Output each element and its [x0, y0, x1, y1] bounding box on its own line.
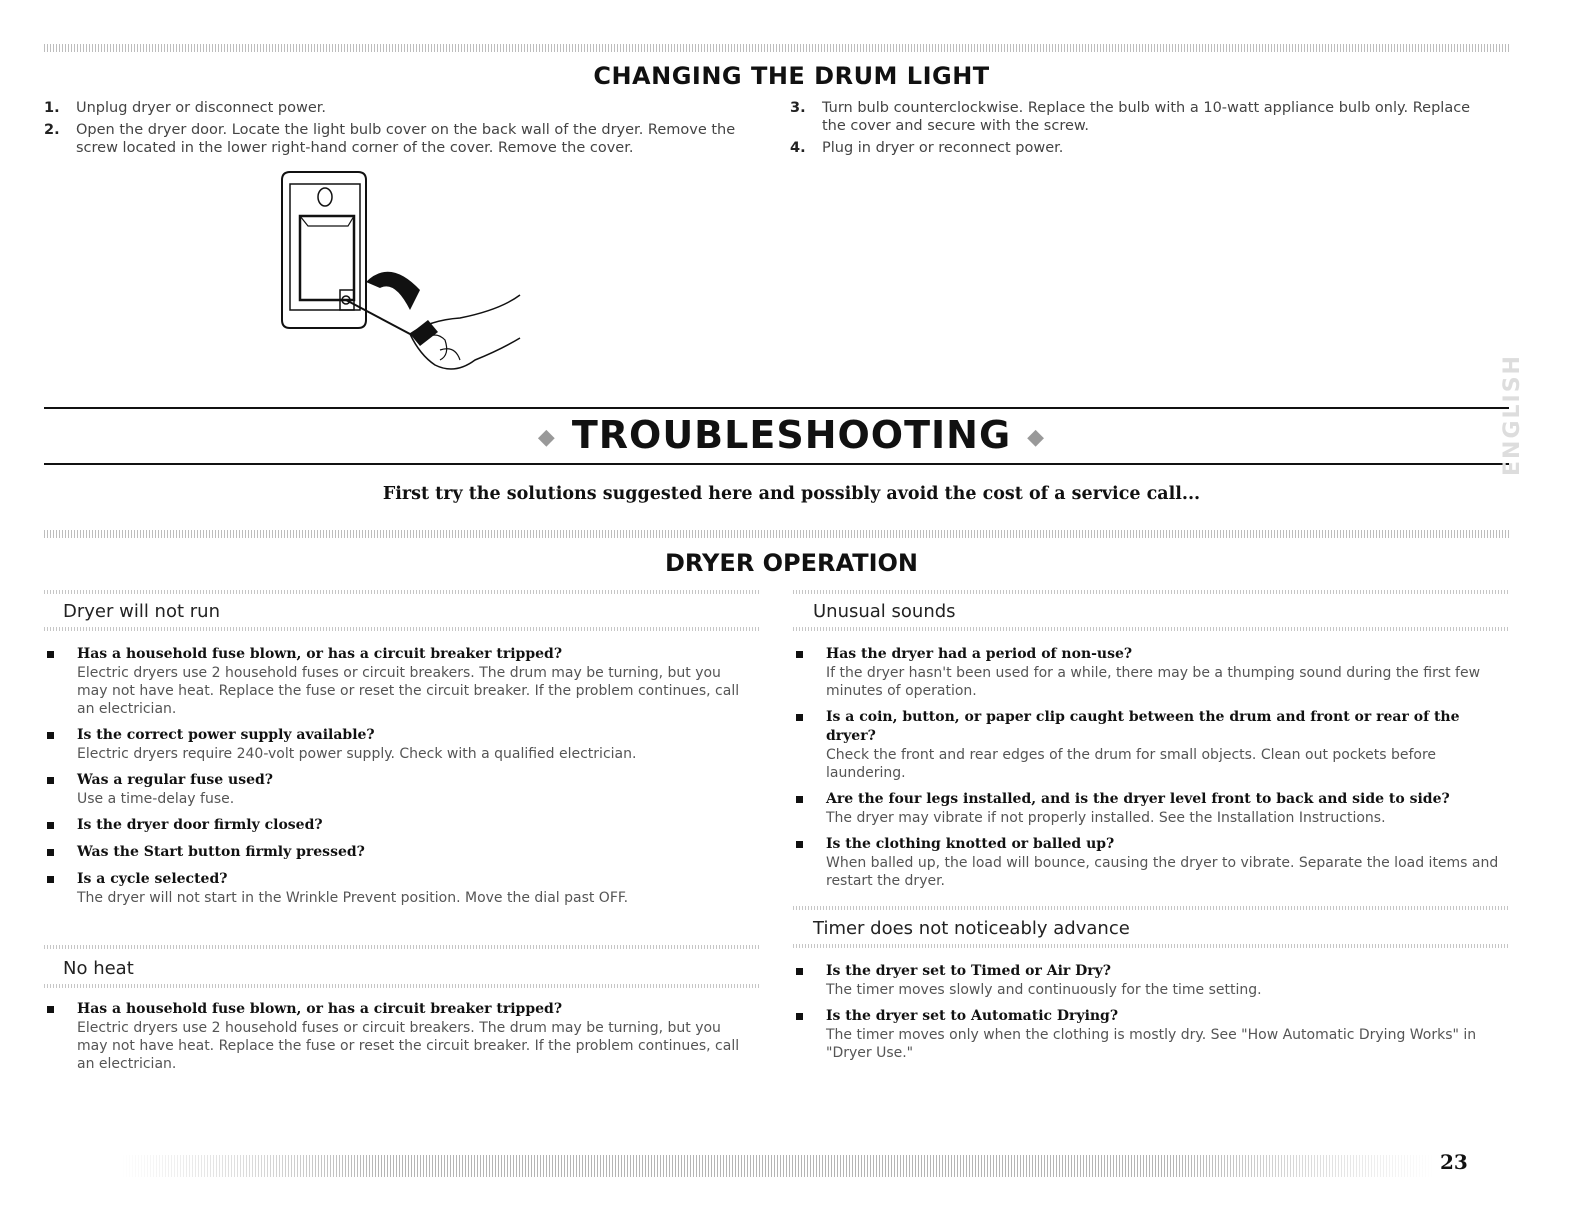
- section-heading-dryer-will-not-run: Dryer will not run: [63, 601, 220, 622]
- list-item: Is the dryer set to Automatic Drying? The timer moves only when the clothing is mostly dry. See "How Automatic Drying Works" in "Dryer Use.": [793, 1007, 1509, 1062]
- no-heat-list: [44, 1000, 749, 1081]
- list-item: Has a household fuse blown, or has a circuit breaker tripped? Electric dryers use 2 household fuses or circuit breakers. The drum may be turning, but you may not have heat. Replace the fuse or reset the circuit breaker. If the problem continues, call an electrician.: [44, 645, 749, 718]
- bullet-icon: [47, 822, 54, 829]
- drum-light-title: CHANGING THE DRUM LIGHT: [593, 62, 990, 90]
- language-side-tab: ENGLISH: [1500, 354, 1525, 476]
- bullet-icon: [796, 714, 803, 721]
- section-heading-unusual-sounds: Unusual sounds: [813, 601, 956, 622]
- troubleshooting-bottom-rule: [44, 463, 1509, 465]
- list-item: Is the clothing knotted or balled up? When balled up, the load will bounce, causing the dryer to vibrate. Separate the load items and restart the dryer.: [793, 835, 1509, 890]
- section-heading-no-heat: No heat: [63, 958, 134, 979]
- bullet-icon: [796, 796, 803, 803]
- step-item: 4. Plug in dryer or reconnect power.: [790, 140, 1064, 156]
- bullet-icon: [796, 841, 803, 848]
- step-item: 3. Turn bulb counterclockwise. Replace the bulb with a 10-watt appliance bulb only. Replace the cover and secure with the screw.: [790, 100, 1471, 134]
- drum-light-cover-illustration: [270, 170, 540, 400]
- top-hatch-band: [44, 44, 1509, 52]
- list-item: Is a cycle selected? The dryer will not start in the Wrinkle Prevent position. Move the dial past OFF.: [44, 870, 749, 907]
- bullet-icon: [47, 876, 54, 883]
- list-item: Has a household fuse blown, or has a circuit breaker tripped? Electric dryers use 2 household fuses or circuit breakers. The drum may be turning, but you may not have heat. Replace the fuse or reset the circuit breaker. If the problem continues, call an electrician.: [44, 1000, 749, 1073]
- bullet-icon: [47, 732, 54, 739]
- step-item: 2. Open the dryer door. Locate the light bulb cover on the back wall of the dryer. Remove the screw located in the lower right-hand corner of the cover. Remove the cover.: [44, 122, 736, 156]
- footer-hatch-band: [120, 1155, 1435, 1177]
- bullet-icon: [796, 651, 803, 658]
- bullet-icon: [47, 849, 54, 856]
- section-divider: [793, 627, 1509, 631]
- page-number: 23: [1440, 1150, 1468, 1174]
- list-item: Has the dryer had a period of non-use? If the dryer hasn't been used for a while, there may be a thumping sound during the first few minutes of operation.: [793, 645, 1509, 700]
- step-item: 1. Unplug dryer or disconnect power.: [44, 100, 327, 116]
- list-item: Is the dryer set to Timed or Air Dry? The timer moves slowly and continuously for the time setting.: [793, 962, 1509, 999]
- section-divider: [793, 944, 1509, 948]
- bullet-icon: [47, 651, 54, 658]
- unusual-sounds-list: [793, 645, 1509, 898]
- bullet-icon: [796, 968, 803, 975]
- troubleshooting-title: [0, 413, 1583, 457]
- timer-list: [793, 962, 1509, 1070]
- section-divider: [793, 906, 1509, 910]
- bullet-icon: [47, 1006, 54, 1013]
- list-item: Is a coin, button, or paper clip caught between the drum and front or rear of the dryer? Check the front and rear edges of the drum for small objects. Clean out pockets before laundering.: [793, 708, 1509, 782]
- section-heading-timer: Timer does not noticeably advance: [813, 918, 1130, 939]
- list-item: Was the Start button firmly pressed?: [44, 843, 749, 862]
- diamond-icon: ◆: [1027, 425, 1046, 450]
- section-divider: [44, 984, 759, 988]
- list-item: Is the dryer door firmly closed?: [44, 816, 749, 835]
- dryer-will-not-run-list: [44, 645, 749, 915]
- troubleshooting-top-rule: [44, 407, 1509, 409]
- dryer-operation-title: DRYER OPERATION: [664, 549, 919, 577]
- list-item: Is the correct power supply available? Electric dryers require 240-volt power supply. Check with a qualified electrician.: [44, 726, 749, 763]
- dryer-operation-hatch: [44, 530, 1509, 538]
- bullet-icon: [796, 1013, 803, 1020]
- list-item: Was a regular fuse used? Use a time-delay fuse.: [44, 771, 749, 808]
- troubleshooting-title-text: TROUBLESHOOTING: [571, 413, 1012, 457]
- section-divider: [44, 945, 759, 949]
- bullet-icon: [47, 777, 54, 784]
- diamond-icon: ◆: [537, 425, 556, 450]
- drum-light-steps-right: [790, 99, 1490, 161]
- list-item: Are the four legs installed, and is the dryer level front to back and side to side? The dryer may vibrate if not properly installed. See the Installation Instructions.: [793, 790, 1509, 827]
- drum-light-steps-left: [44, 99, 764, 161]
- section-divider: [44, 590, 759, 594]
- section-divider: [44, 627, 759, 631]
- section-divider: [793, 590, 1509, 594]
- troubleshooting-subtitle: First try the solutions suggested here and possibly avoid the cost of a service call...: [382, 484, 1201, 504]
